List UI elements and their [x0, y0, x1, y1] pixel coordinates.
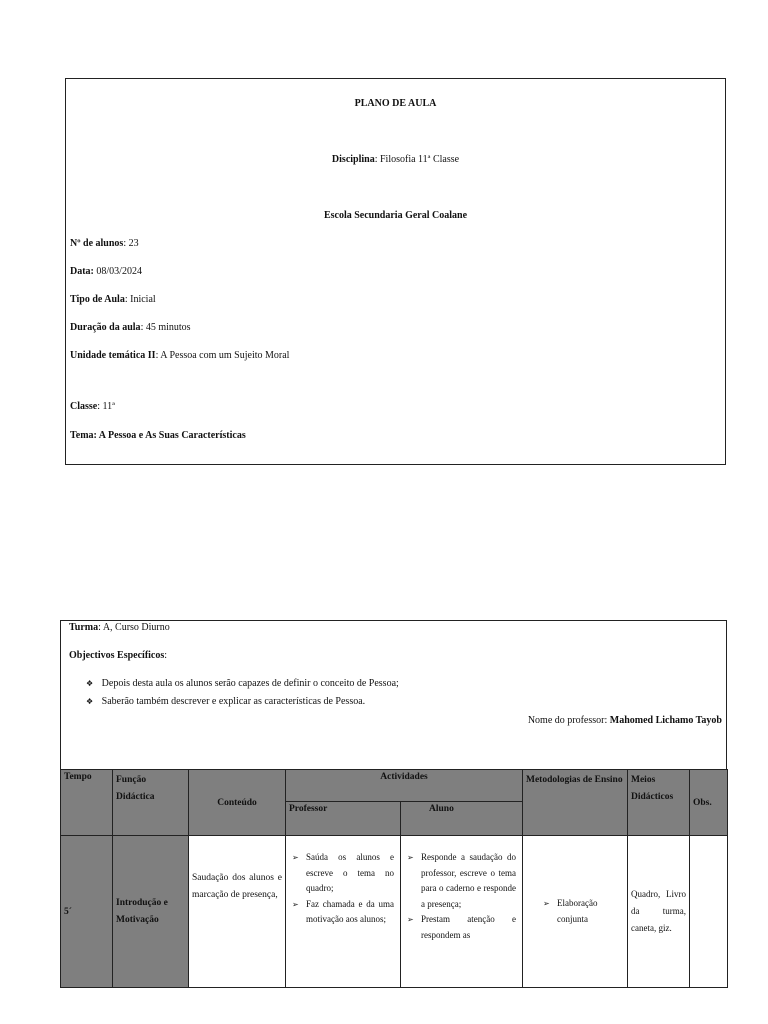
header-actividades: Actividades	[286, 770, 523, 802]
field-tema	[70, 430, 246, 441]
field-value: : 45 minutos	[140, 322, 191, 333]
objective-item	[86, 696, 365, 707]
header-obs: Obs.	[690, 770, 728, 836]
cell-metodologias	[523, 836, 628, 988]
field-classe	[70, 401, 115, 412]
turma-value: : A, Curso Diurno	[98, 622, 170, 633]
turma-line	[69, 622, 170, 633]
professor-line	[528, 715, 722, 726]
professor-name: Mahomed Lichamo Tayob	[609, 715, 722, 726]
cell-obs	[690, 836, 728, 988]
diamond-bullet-icon: ❖	[86, 697, 94, 706]
disciplina-line	[66, 154, 725, 165]
field-label: Nº de alunos	[70, 238, 124, 249]
diamond-bullet-icon: ❖	[86, 679, 94, 688]
lesson-header-box	[65, 78, 726, 465]
cell-aluno	[401, 836, 523, 988]
field-tipo-aula	[70, 294, 156, 305]
list-item: ➢ Elaboração conjunta	[543, 896, 621, 927]
cell-conteudo: Saudação dos alunos e marcação de presença,	[189, 836, 286, 988]
field-value: : Inicial	[124, 294, 156, 305]
field-label: Unidade temática II	[70, 350, 156, 361]
field-value: : 23	[123, 238, 139, 249]
header-tempo: Tempo	[61, 770, 113, 836]
objectivos-colon: :	[164, 650, 168, 661]
field-label: Tipo de Aula	[70, 294, 125, 305]
objective-item	[86, 678, 399, 689]
objectivos-heading	[69, 650, 167, 661]
cell-meios: Quadro, Livro da turma, caneta, giz.	[628, 836, 690, 988]
header-aluno: Aluno	[401, 802, 523, 836]
list-item: ➢ Saúda os alunos e escreve o tema no quadro;	[292, 850, 394, 897]
field-duracao	[70, 322, 191, 333]
disciplina-value: : Filosofia 11ª Classe	[374, 154, 460, 165]
field-data	[70, 266, 142, 277]
header-funcao: Função Didáctica	[113, 770, 189, 836]
cell-funcao: Introdução e Motivação	[113, 836, 189, 988]
list-item: ➢ Responde a saudação do professor, escreve o tema para o caderno e responde a presença;	[407, 850, 516, 912]
header-metodologias: Metodologias de Ensino	[523, 770, 628, 836]
disciplina-label: Disciplina	[331, 154, 375, 165]
document-title: PLANO DE AULA	[354, 98, 437, 109]
objective-text: Saberão também descrever e explicar as características de Pessoa.	[101, 696, 366, 707]
field-value: 08/03/2024	[93, 266, 142, 277]
field-num-alunos	[70, 238, 139, 249]
field-unidade	[70, 350, 289, 361]
cell-tempo: 5´	[61, 836, 113, 988]
field-label: Data:	[70, 266, 94, 277]
field-label: Classe	[70, 401, 98, 412]
objective-text: Depois desta aula os alunos serão capazes de definir o conceito de Pessoa;	[101, 678, 399, 689]
field-value: : A Pessoa com um Sujeito Moral	[155, 350, 290, 361]
list-item: ➢ Faz chamada e da uma motivação aos alunos;	[292, 897, 394, 928]
lesson-activities-table	[60, 769, 728, 988]
turma-label: Turma	[69, 622, 99, 633]
cell-professor	[286, 836, 401, 988]
objectives-box	[60, 620, 727, 770]
list-item: ➢ Prestam atenção e respondem as	[407, 912, 516, 943]
header-conteudo: Conteúdo	[189, 770, 286, 836]
objectivos-label: Objectivos Específicos	[69, 650, 165, 661]
school-name: Escola Secundaria Geral Coalane	[323, 210, 468, 221]
field-value: : 11ª	[97, 401, 115, 412]
professor-label: Nome do professor:	[527, 715, 610, 726]
header-meios: Meios Didácticos	[628, 770, 690, 836]
field-label: Duração da aula	[70, 322, 141, 333]
field-label: Tema: A Pessoa e As Suas Características	[70, 430, 246, 441]
header-professor: Professor	[286, 802, 401, 836]
table-row	[61, 836, 728, 988]
